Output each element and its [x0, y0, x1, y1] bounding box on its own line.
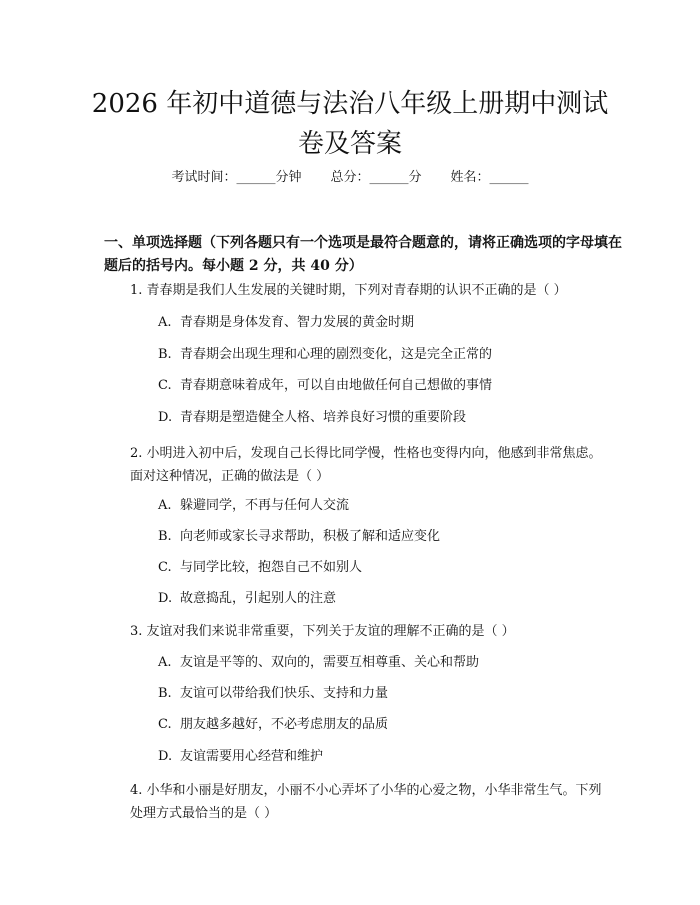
question-stem: 3. 友谊对我们来说非常重要，下列关于友谊的理解不正确的是（ ） — [130, 624, 515, 639]
option-text: 与同学比较，抱怨自己不如别人 — [180, 560, 363, 575]
option-letter: C. — [158, 560, 172, 575]
question-stem: 4. 小华和小丽是好朋友，小丽不小心弄坏了小华的心爱之物，小华非常生气。下列处理方式最恰当的是（ ） — [130, 783, 602, 821]
option-2-a — [158, 496, 598, 516]
question-1 — [104, 279, 614, 302]
option-2-c — [158, 558, 598, 578]
section-heading: 一、单项选择题（下列各题只有一个选项是最符合题意的，请将正确选项的字母填在题后的括号内。每小题 2 分，共 40 分） — [104, 235, 622, 274]
option-3-b — [158, 684, 598, 704]
option-text: 青春期会出现生理和心理的剧烈变化，这是完全正常的 — [180, 347, 493, 362]
option-letter: C. — [158, 378, 172, 393]
option-1-c — [158, 376, 598, 396]
option-text: 朋友越多越好，不必考虑朋友的品质 — [180, 717, 389, 732]
option-1-a — [158, 313, 598, 333]
option-letter: B. — [158, 686, 172, 701]
option-text: 青春期是塑造健全人格、培养良好习惯的重要阶段 — [180, 410, 467, 425]
option-text: 故意捣乱，引起别人的注意 — [180, 591, 337, 606]
option-text: 躲避同学，不再与任何人交流 — [180, 498, 350, 513]
question-stem: 2. 小明进入初中后，发现自己长得比同学慢，性格也变得内向，他感到非常焦虑。面对这种情况，正确的做法是（ ） — [130, 446, 602, 484]
option-text: 友谊可以带给我们快乐、支持和力量 — [180, 686, 389, 701]
option-3-c — [158, 715, 598, 735]
student-name-field: 姓名：______ — [450, 170, 529, 185]
option-letter: A. — [158, 315, 172, 330]
question-4 — [104, 779, 614, 825]
exam-meta-row — [0, 168, 700, 188]
option-text: 青春期意味着成年，可以自由地做任何自己想做的事情 — [180, 378, 493, 393]
question-2 — [104, 442, 614, 488]
option-1-d — [158, 408, 598, 428]
option-2-d — [158, 589, 598, 609]
option-letter: C. — [158, 717, 172, 732]
option-text: 友谊是平等的、双向的，需要互相尊重、关心和帮助 — [180, 655, 480, 670]
option-letter: D. — [158, 410, 173, 425]
question-stem: 1. 青春期是我们人生发展的关键时期，下列对青春期的认识不正确的是（ ） — [130, 283, 567, 298]
option-1-b — [158, 345, 598, 365]
exam-time-field: 考试时间：______分钟 — [171, 170, 302, 185]
option-letter: A. — [158, 498, 172, 513]
total-score-field: 总分：______分 — [330, 170, 422, 185]
option-text: 向老师或家长寻求帮助，积极了解和适应变化 — [180, 529, 441, 544]
option-letter: D. — [158, 749, 173, 764]
option-letter: A. — [158, 655, 172, 670]
option-2-b — [158, 527, 598, 547]
question-3 — [104, 620, 614, 643]
option-letter: B. — [158, 347, 172, 362]
option-3-d — [158, 747, 598, 767]
option-text: 青春期是身体发育、智力发展的黄金时期 — [180, 315, 415, 330]
option-letter: B. — [158, 529, 172, 544]
option-letter: D. — [158, 591, 173, 606]
page-title-line-1: 2026 年初中道德与法治八年级上册期中测试 — [91, 89, 609, 119]
page-title-line-2: 卷及答案 — [297, 129, 402, 159]
option-3-a — [158, 653, 598, 673]
option-text: 友谊需要用心经营和维护 — [180, 749, 324, 764]
